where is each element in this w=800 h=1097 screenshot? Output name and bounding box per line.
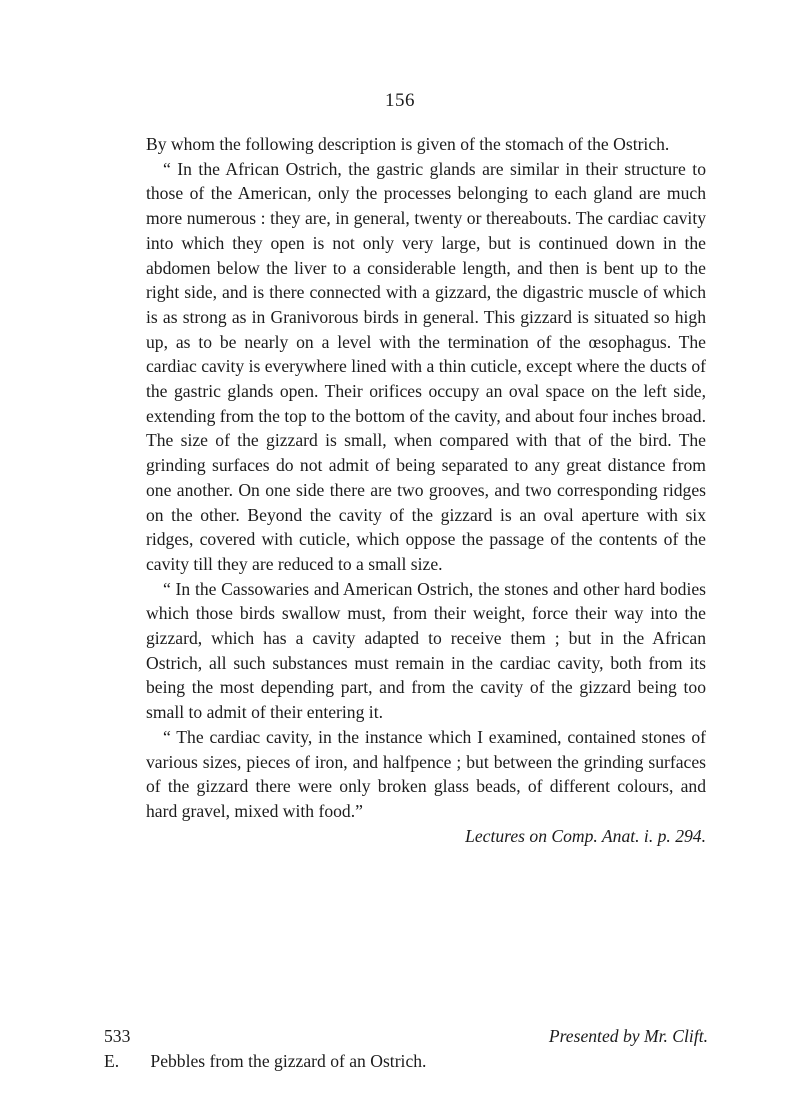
- specimen-description: Pebbles from the gizzard of an Ostrich.: [150, 1050, 427, 1071]
- specimen-entry: [104, 1024, 708, 1073]
- specimen-donor: Presented by Mr. Clift.: [548, 1026, 708, 1046]
- specimen-number: 533 E.: [104, 1026, 131, 1071]
- body-text: [146, 132, 706, 848]
- paragraph-intro: By whom the following description is given of the stomach of the Ostrich.: [146, 134, 670, 154]
- paragraph-cardiac-cavity: “ The cardiac cavity, in the instance which I examined, contained stones of various sizes, pieces of iron, and halfpence ; but between the grinding surfaces of the gizzard there were only broken glass beads, of different colours, and hard gravel, mixed with food.”: [146, 726, 706, 821]
- paragraph-cassowaries: “ In the Cassowaries and American Ostrich, the stones and other hard bodies which those birds swallow must, from their weight, force their way into the gizzard, which has a cavity adapted to receive them ; but in the African Ostrich, all such substances must remain in the cardiac cavity, both from its being the most depending part, and from the cavity of the gizzard being too small to admit of their entering it.: [146, 578, 706, 723]
- paragraph-african-ostrich: “ In the African Ostrich, the gastric glands are similar in their structure to those of the American, only the processes belonging to each gland are much more numerous : they are, in general, twenty or thereabouts. The cardiac cavity into which they open is not only very large, but is continued down in the abdomen below the liver to a considerable length, and then is bent up to the right side, and is there connected with a gizzard, the digastric muscle of which is as strong as in Granivorous birds in general. This gizzard is situated so high up, as to be nearly on a level with the termination of the œsophagus. The cardiac cavity is everywhere lined with a thin cuticle, except where the ducts of the gastric glands open. Their orifices occupy an oval space on the left side, extending from the top to the bottom of the cavity, and about four inches broad. The size of the gizzard is small, when compared with that of the bird. The grinding surfaces do not admit of being separated to any great distance from one another. On one side there are two grooves, and two corresponding ridges on the other. Beyond the cavity of the gizzard is an oval aperture with six ridges, covered with cuticle, which oppose the passage of the contents of the cavity till they are reduced to a small size.: [146, 158, 706, 574]
- page-number: 156: [385, 90, 415, 111]
- citation: Lectures on Comp. Anat. i. p. 294.: [465, 825, 706, 846]
